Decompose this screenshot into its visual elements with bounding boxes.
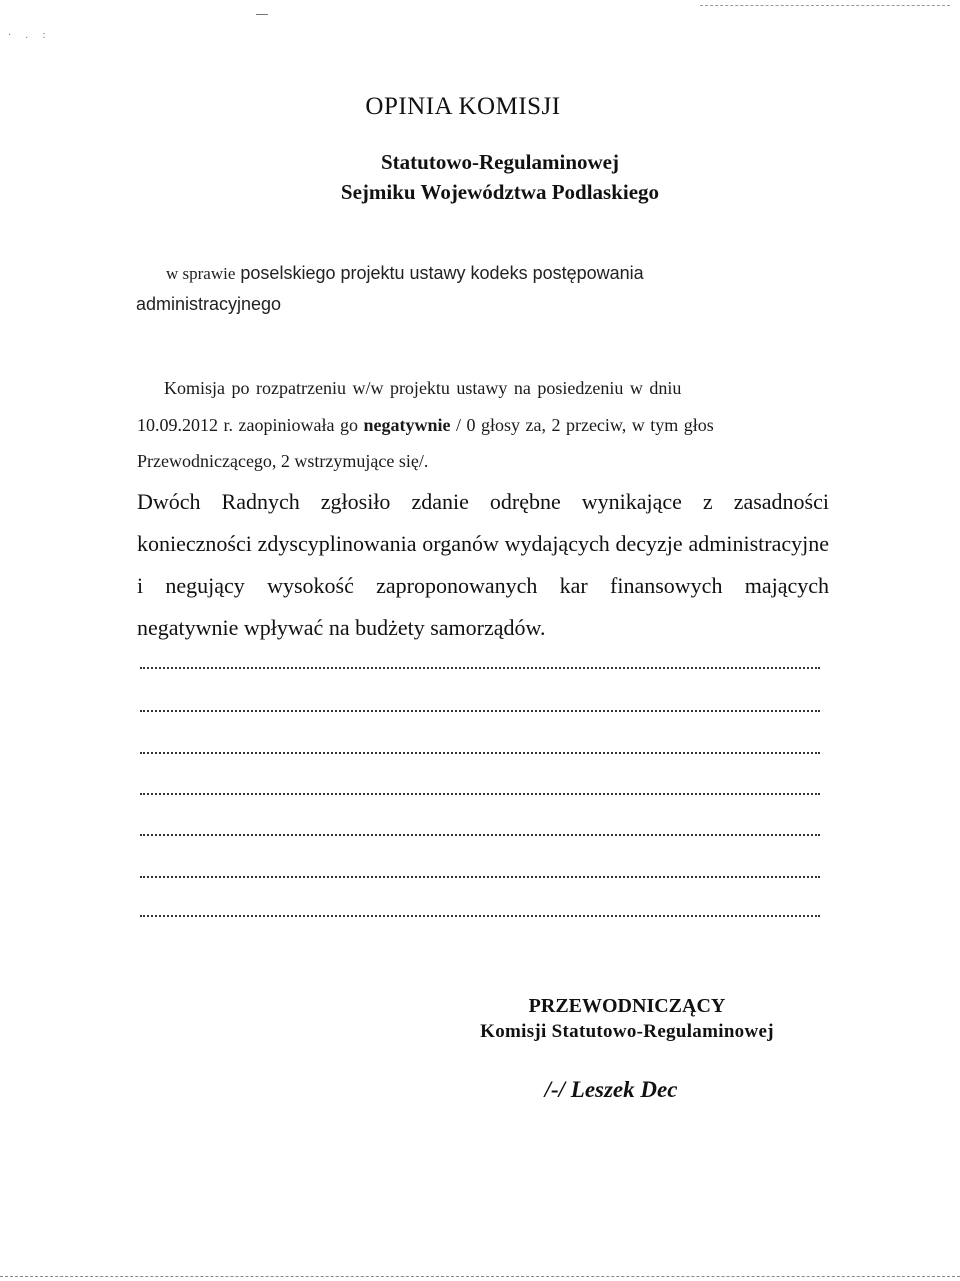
scan-artifact-bottom-line <box>0 1276 960 1277</box>
scan-artifact-dash <box>256 14 268 15</box>
subject-line-2: administracyjnego <box>136 294 282 314</box>
subject-block <box>136 258 836 320</box>
blank-dotted-line <box>140 710 820 712</box>
subject-line-1 <box>136 258 836 289</box>
document-title: OPINIA KOMISJI <box>365 93 561 120</box>
blank-dotted-line <box>140 752 820 754</box>
blank-dotted-line <box>140 793 820 795</box>
signature-name: /-/ Leszek Dec <box>544 1077 678 1102</box>
signature-committee: Komisji Statutowo-Regulaminowej <box>480 1021 774 1042</box>
blank-dotted-line <box>140 667 820 669</box>
resolution-line-1: Komisja po rozpatrzeniu w/w projektu ustawy na posiedzeniu w dniu <box>164 378 682 398</box>
subject-text: poselskiego projektu ustawy kodeks postępowania <box>235 263 644 283</box>
committee-name: Statutowo-Regulaminowej <box>381 150 619 174</box>
resolution-line-2 <box>137 407 829 444</box>
blank-dotted-line <box>140 915 820 917</box>
subject-prefix: w sprawie <box>166 264 236 283</box>
signature-role: PRZEWODNICZĄCY <box>528 995 726 1017</box>
scan-artifact-line <box>700 5 950 6</box>
resolution-text <box>137 370 829 480</box>
dissenting-opinion-paragraph: Dwóch Radnych zgłosiło zdanie odrębne wynikające z zasadności konieczności zdyscyplinowania organów wydających decyzje administracyjne i negujący wysokość zaproponowanych kar finansowych mających negatywnie wpływać na budżety samorządów. <box>137 489 829 640</box>
vote-count-text: / 0 głosy za, 2 przeciw, w tym głos <box>450 414 714 435</box>
blank-dotted-line <box>140 834 820 836</box>
scan-artifact-specks: ·.: <box>8 30 60 41</box>
blank-dotted-line <box>140 876 820 878</box>
verdict-text: negatywnie <box>363 414 451 435</box>
vote-date-text: 10.09.2012 r. zaopiniowała go <box>137 414 364 435</box>
resolution-line-3: Przewodniczącego, 2 wstrzymujące się/. <box>137 451 429 471</box>
assembly-name: Sejmiku Województwa Podlaskiego <box>340 180 660 204</box>
